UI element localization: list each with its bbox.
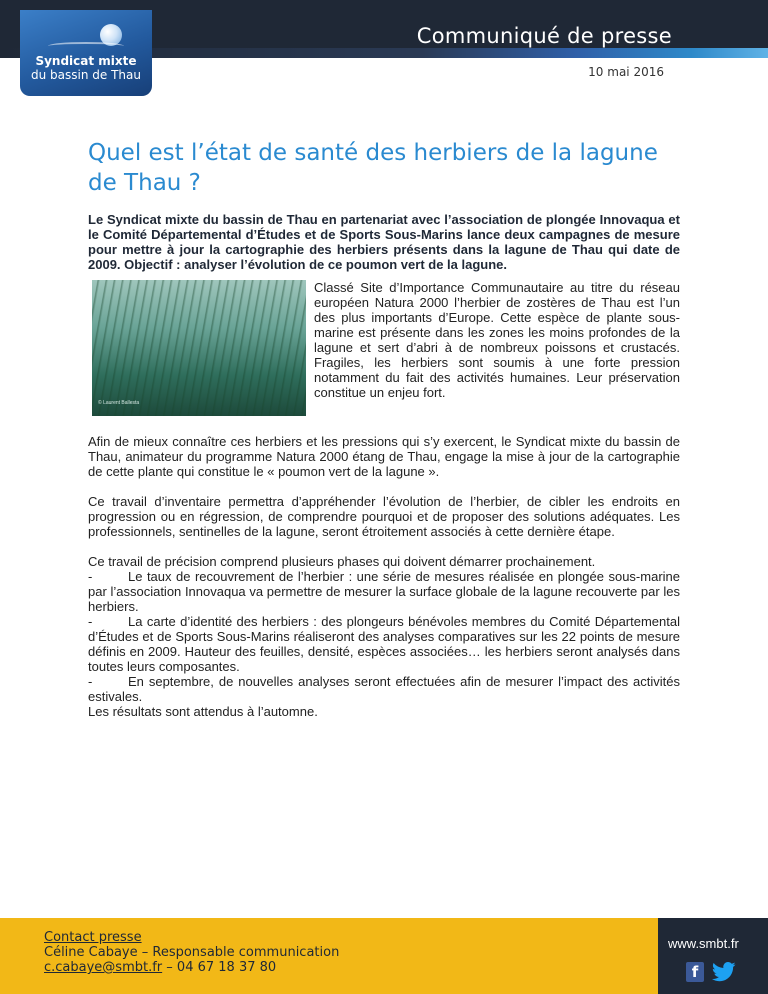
list-item-text: La carte d’identité des herbiers : des plongeurs bénévoles membres du Comité Départemental d’Études et de Sports Sous-Marins réaliseront des analyses comparatives sur les 22 points de mesure définis en 2009. Hauteur des feuilles, densité, espèces associées… les herbiers seront analysés dans toutes leurs composantes. [88, 614, 680, 674]
press-contact [44, 930, 339, 975]
contact-phone: – 04 67 18 37 80 [162, 960, 277, 975]
seagrass-photo [92, 280, 306, 416]
feature-block [88, 280, 680, 430]
page-header [0, 0, 768, 86]
contact-email-link[interactable]: c.cabaye@smbt.fr [44, 960, 163, 975]
feature-paragraph: Classé Site d’Importance Communautaire au titre du réseau européen Natura 2000 l’herbier de zostères de Thau est l’un des plus importants d’Europe. Cette espèce de plante sous-marine est présente dans les zones les moins profondes de la lagune et sert d’abri à de nombreux poissons et crustacés. Fragiles, les herbiers sont soumis à une forte pression notamment du fait des activités humaines. Leur préservation constitue un enjeu fort. [314, 280, 680, 400]
contact-person: Céline Cabaye – Responsable communication [44, 945, 340, 960]
logo-text-line2: du bassin de Thau [31, 68, 141, 82]
list-item [88, 614, 680, 674]
logo [20, 10, 152, 96]
page-title: Quel est l’état de santé des herbiers de la lagune de Thau ? [88, 140, 658, 196]
list-item [88, 569, 680, 614]
phases-list [88, 554, 680, 719]
logo-swoosh-icon [48, 42, 124, 50]
phases-intro: Ce travail de précision comprend plusieurs phases qui doivent démarrer prochainement. [88, 554, 596, 569]
list-item-text: En septembre, de nouvelles analyses seront effectuées afin de mesurer l’impact des activités estivales. [88, 674, 680, 704]
twitter-icon[interactable] [712, 962, 736, 982]
dash-bullet: - [88, 674, 93, 689]
facebook-icon[interactable]: f [686, 962, 704, 982]
contact-heading: Contact presse [44, 930, 142, 945]
list-item [88, 674, 680, 704]
dash-bullet: - [88, 569, 93, 584]
contact-line [44, 960, 276, 975]
phases-closing: Les résultats sont attendus à l’automne. [88, 704, 318, 719]
list-item-text: Le taux de recouvrement de l’herbier : une série de mesures réalisée en plongée sous-marine par l’association Innovaqua va permettre de mesurer la surface globale de la lagune recouverte par les herbiers. [88, 569, 680, 614]
page-footer [0, 918, 768, 994]
article-body [88, 212, 680, 719]
paragraph: Afin de mieux connaître ces herbiers et les pressions qui s’y exercent, le Syndicat mixte du bassin de Thau, animateur du programme Natura 2000 étang de Thau, engage la mise à jour de la cartographie de cette plante qui constitue le « poumon vert de la lagune ». [88, 434, 680, 479]
website-link[interactable]: www.smbt.fr [668, 936, 739, 951]
document-type: Communiqué de presse [416, 24, 672, 48]
logo-text-line1: Syndicat mixte [35, 54, 137, 68]
photo-credit: © Laurent Ballesta [98, 400, 140, 406]
publication-date: 10 mai 2016 [588, 65, 664, 79]
paragraph: Ce travail d’inventaire permettra d’appréhender l’évolution de l’herbier, de cibler les endroits en progression ou en régression, de comprendre pourquoi et de proposer des solutions adéquates. Les professionnels, sentinelles de la lagune, seront étroitement associés à cette dernière étape. [88, 494, 680, 539]
lead-paragraph: Le Syndicat mixte du bassin de Thau en partenariat avec l’association de plongée Innovaqua et le Comité Départemental d’Études et de Sports Sous-Marins lance deux campagnes de mesure pour mettre à jour la cartographie des herbiers présents dans la lagune de Thau qui date de 2009. Objectif : analyser l’évolution de ce poumon vert de la lagune. [88, 212, 680, 272]
dash-bullet: - [88, 614, 93, 629]
footer-brand [658, 918, 768, 994]
